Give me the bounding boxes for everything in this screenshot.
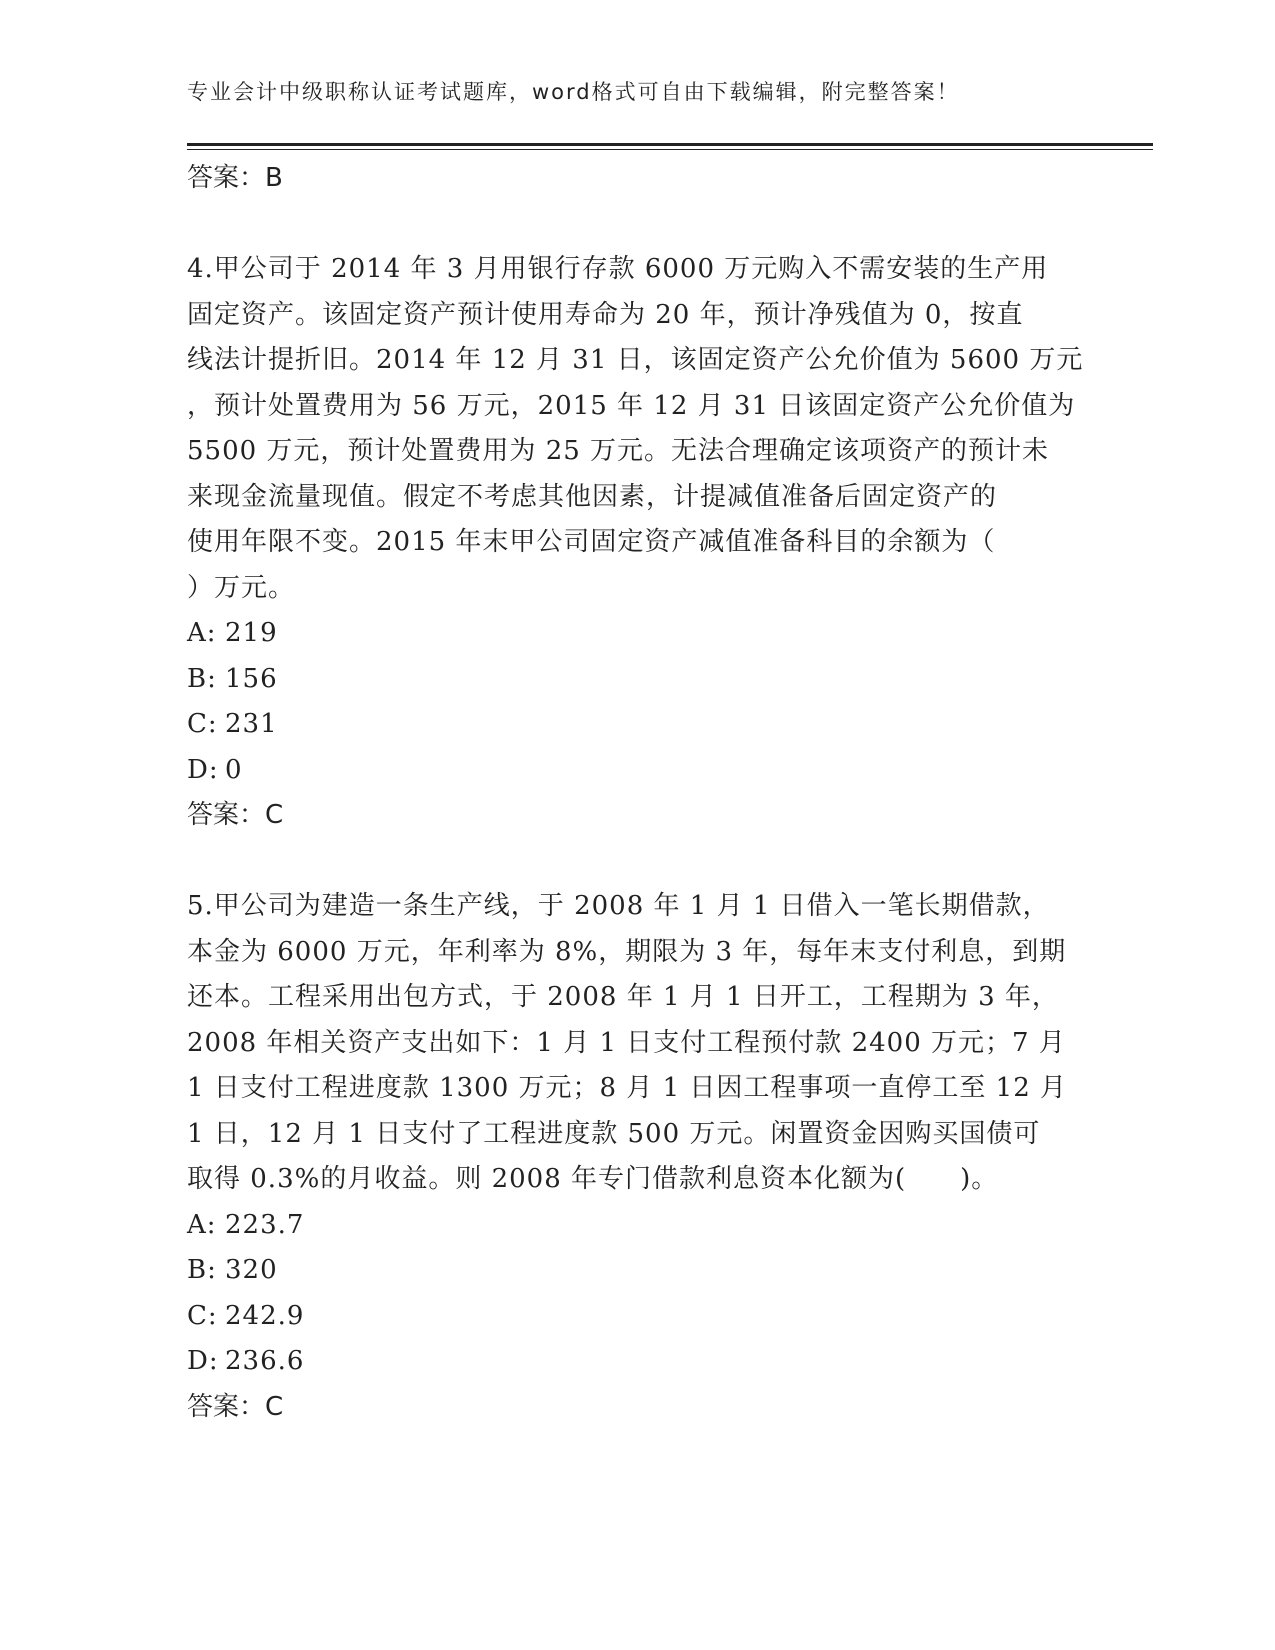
previous-answer: 答案：B [187,163,283,193]
question-text-line: ，预计处置费用为 56 万元，2015 年 12 月 31 日该固定资产公允价值为 [187,390,1076,421]
option-d [187,1339,1087,1385]
option-a [187,1203,1087,1249]
option-c [187,1294,1087,1340]
spacer [187,202,1087,248]
question-text-line: 线法计提折旧。2014 年 12 月 31 日，该固定资产公允价值为 5600 万元 [187,345,1084,375]
option-d [187,748,1087,794]
page-header-title: 专业会计中级职称认证考试题库，word格式可自由下载编辑，附完整答案！ [187,80,960,104]
option-label: C: [187,1300,218,1331]
option-c [187,702,1087,748]
option-value: 231 [225,709,278,739]
question-text-line: 固定资产。该固定资产预计使用寿命为 20 年，预计净残值为 0，按直 [187,299,1024,330]
option-label: D: [187,754,219,785]
answer-line: 答案：C [187,1391,284,1422]
header-divider-thick [187,143,1153,146]
question-text-line: 1 日支付工程进度款 1300 万元；8 月 1 日因工程事项一直停工至 12 月 [187,1073,1067,1103]
option-label: A: [187,1209,217,1240]
option-value: 223.7 [225,1209,305,1240]
option-label: C: [187,709,218,739]
document-body [187,156,1087,1430]
question-4 [187,247,1087,839]
option-value: 320 [225,1255,278,1285]
option-label: A: [187,618,217,648]
option-label: B: [187,1255,217,1285]
option-a [187,611,1087,657]
option-b [187,657,1087,703]
option-value: 156 [225,663,278,694]
question-text-line: 2008 年相关资产支出如下：1 月 1 日支付工程预付款 2400 万元；7 月 [187,1027,1066,1058]
option-label: D: [187,1346,219,1376]
question-text-line: ）万元。 [187,572,296,603]
question-text-line: 来现金流量现值。假定不考虑其他因素，计提减值准备后固定资产的 [187,481,998,512]
question-text-line: 本金为 6000 万元，年利率为 8%，期限为 3 年，每年末支付利息，到期 [187,936,1067,967]
question-text-line: 5500 万元，预计处置费用为 25 万元。无法合理确定该项资产的预计未 [187,436,1050,466]
header-divider-thin [187,149,1153,150]
option-value: 236.6 [225,1346,305,1376]
option-value: 242.9 [225,1300,305,1331]
answer-line: 答案：C [187,800,284,830]
question-text-line: 5.甲公司为建造一条生产线，于 2008 年 1 月 1 日借入一笔长期借款， [187,891,1050,921]
question-5 [187,884,1087,1430]
spacer [187,839,1087,885]
option-value: 219 [225,618,278,648]
option-label: B: [187,663,217,694]
question-text-line: 4.甲公司于 2014 年 3 月用银行存款 6000 万元购入不需安装的生产用 [187,254,1049,284]
question-text-line: 1 日，12 月 1 日支付了工程进度款 500 万元。闲置资金因购买国债可 [187,1118,1041,1149]
option-b [187,1248,1087,1294]
question-text-line: 还本。工程采用出包方式，于 2008 年 1 月 1 日开工，工程期为 3 年， [187,982,1059,1012]
question-text-line: 取得 0.3%的月收益。则 2008 年专门借款利息资本化额为( )。 [187,1164,999,1194]
option-value: 0 [225,754,243,785]
question-text-line: 使用年限不变。2015 年末甲公司固定资产减值准备科目的余额为（ [187,527,996,557]
